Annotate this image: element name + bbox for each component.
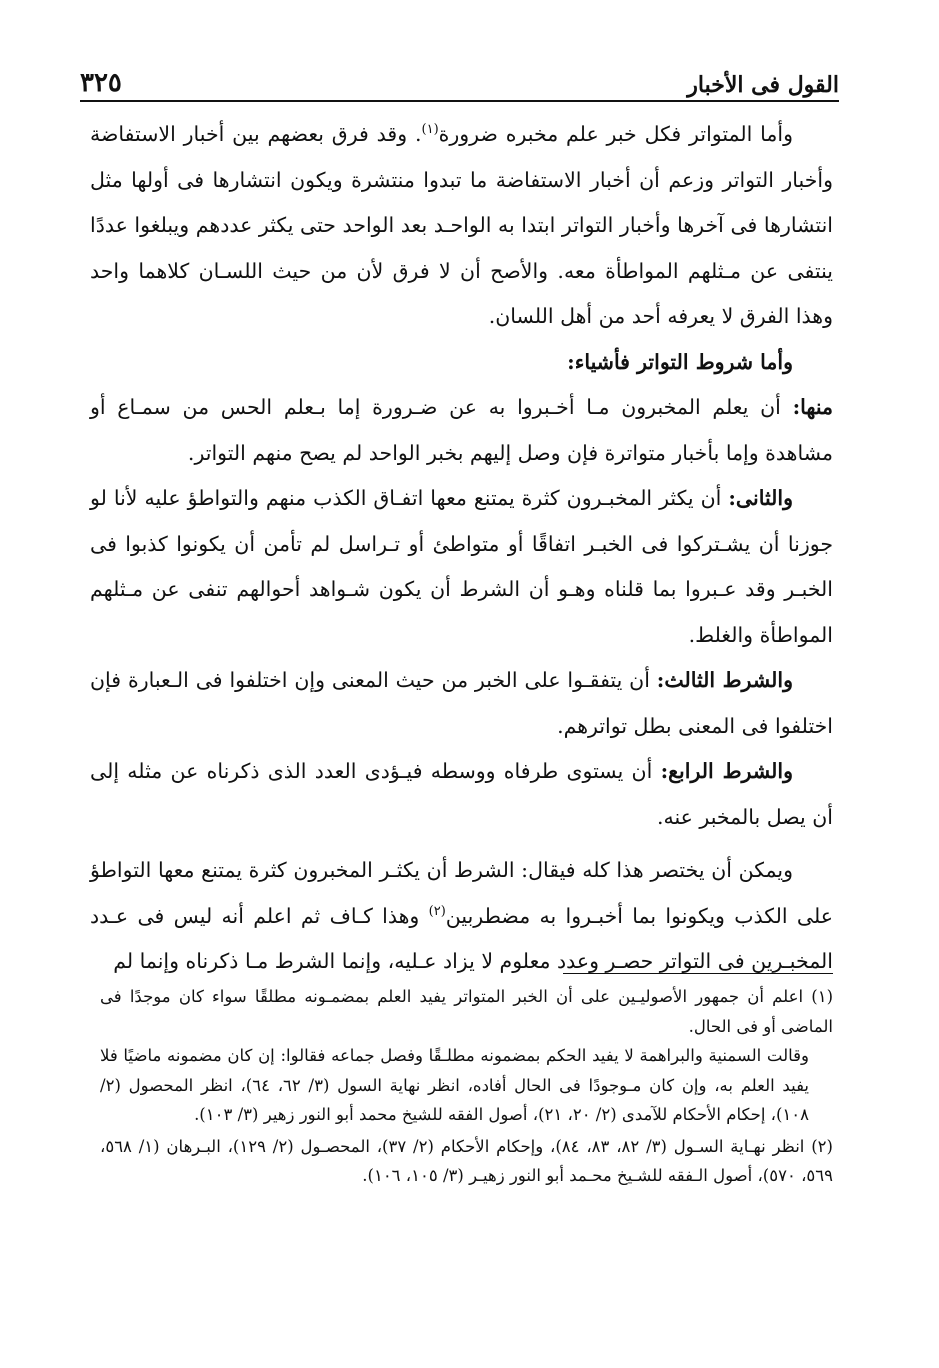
footnote-1-continued: وقالت السمنية والبراهمة لا يفيد الحكم بمضمونه مطلـقًا وفصل جماعه فقالوا: إن كان مضمونه ماضيًا فلا يفيد العلم به، وإن كان مـوجودًا فى الحال أفاده، انظر نهاية السول (٣/ ٦٢، ٦٤)، انظر المحصول (٢/ ١٠٨)، إحكام الأحكام للآمدى (٢/ ٢٠، ٢١)، أصول الفقه للشيخ محمد أبو النور زهير (٣/ ١٠٣).	[100, 1046, 810, 1124]
footnote-1: (١) اعلم أن جمهور الأصوليـين على أن الخبر المتواتر يفيد العلم بمضمـونه مطلقًا سواء كان موجدًا فى الماضى أو فى الحال.	[100, 987, 833, 1036]
paragraph-summary	[90, 848, 833, 985]
paragraph-text: أن يكثر المخبـرون كثرة يمتنع معها اتفـاق الكذب منهم والتواطؤ عليه لأنا لو جوزنا أن يشـتركوا فى الخبـر اتفاقًا أو متواطئ أو تـراسل لم تأمن أن يكونوا كذبوا فى الخبـر وقد عـبروا بما قلناه وهـو أن الشرط أن يكون شـواهد أحوالهم تنفى عن مـثلهم المواطأة والغلط.	[90, 486, 833, 647]
paragraph-text: ويمكن أن يختصر هذا كله فيقال: الشرط أن يكثـر المخبرون كثرة يمتنع معها التواطؤ على الكذب ويكونوا بما أخبـروا به مضطربين	[90, 858, 833, 928]
paragraph-condition-1	[90, 385, 833, 476]
paragraph-lead: والثانى:	[728, 486, 793, 510]
paragraph-text: وأما المتواتر فكل خبر علم مخبره ضرورة	[438, 122, 794, 146]
page-number: ٣٢٥	[80, 68, 122, 98]
paragraph-text: أن يتفقـوا على الخبر من حيث المعنى وإن اختلفوا فى الـعبارة فإن اختلفوا فى المعنى بطل تواترهم.	[90, 668, 833, 738]
footnote-ref-2: (٢)	[428, 903, 446, 919]
header-rule	[80, 100, 839, 102]
footnotes	[100, 982, 833, 1191]
section-heading: وأما شروط التواتر فأشياء:	[567, 349, 793, 374]
footnote-rule	[563, 973, 833, 974]
main-text	[90, 112, 833, 985]
paragraph-lead: والشرط الثالث:	[656, 668, 793, 692]
paragraph-lead: والشرط الرابع:	[660, 759, 793, 783]
paragraph-lead: منها:	[792, 395, 833, 419]
paragraph-condition-4	[90, 749, 833, 840]
running-title: القول فى الأخبار	[687, 72, 839, 98]
paragraph-condition-2	[90, 476, 833, 658]
paragraph-text: أن يستوى طرفاه ووسطه فيـؤدى العدد الذى ذكرناه عن مثله إلى أن يصل بالمخبر عنه.	[90, 759, 833, 829]
paragraph-tawatur-definition	[90, 112, 833, 340]
paragraph-text: وهذا كـاف ثم اعلم أنه ليس فى عـدد المخبـرين فى التواتر حصـر وعدد معلوم لا يزاد عـليه، وإنما الشرط مـا ذكرناه وإنما لم	[90, 903, 833, 973]
paragraph-text: . وقد فرق بعضهم بين أخبار الاستفاضة وأخبار التواتر وزعم أن أخبار الاستفاضة ما تبدوا منتشرة ويكون انتشارها فى أولها مثل انتشارها فى آخرها وأخبار التواتر ابتدا به الواحـد بعد الواحد حتى يكثر عددهم ويبلغوا عددًا ينتفى عن مـثلهم المواطأة معه. والأصح أن لا فرق لأن من حيث اللسـان كلاهما واحد وهذا الفرق لا يعرفه أحد من أهل اللسان.	[90, 122, 833, 328]
paragraph-condition-3	[90, 658, 833, 749]
footnote-ref-1: (١)	[421, 122, 439, 138]
paragraph-text: أن يعلم المخبرون مـا أخـبروا به عن ضـرورة إما بـعلم الحس من سمـاع أو مشاهدة وإما بأخبار متواترة فإن وصل إليهم بخبر الواحد لم يصح منهم التواتر.	[90, 395, 833, 465]
page-header	[80, 58, 839, 98]
footnote-2: (٢) انظر نهـاية السـول (٣/ ٨٢، ٨٣، ٨٤)، وإحكام الأحكام (٢/ ٣٧)، المحصـول (٢/ ١٢٩)، البـرهان (١/ ٥٦٨، ٥٦٩، ٥٧٠)، أصول الـفقه للشـيخ محـمد أبو النور زهيـر (٣/ ١٠٥، ١٠٦).	[100, 1136, 833, 1185]
